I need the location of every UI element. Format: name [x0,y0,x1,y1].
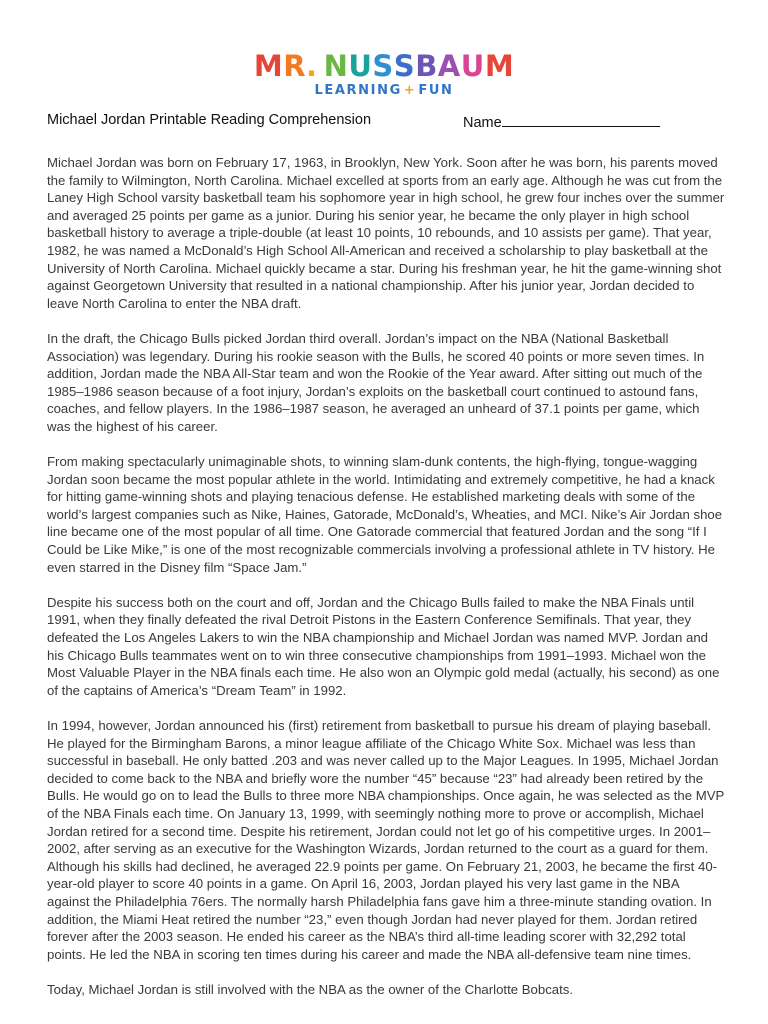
worksheet-header [47,111,727,129]
name-field[interactable] [463,111,660,132]
article-paragraph: From making spectacularly unimaginable shots, to winning slam-dunk contents, the high-flying, tongue-wagging Jordan soon became the most popular athlete in the world. Intimidating and extremely competitive, he had a knack for hitting game-winning shots and playing tenacious defense. He established marketing deals with some of the world’s largest companies such as Nike, Haines, Gatorade, McDonald’s, Wheaties, and MCI. Nike’s Air Jordan shoe line became one of the most popular of all time. One Gatorade commercial that featured Jordan and the song “If I Could be Like Mike,” is one of the most recognizable commercials involving a professional athlete in TV history. He even starred in the Disney film “Space Jam.” [47,454,723,575]
logo-letter: S [372,49,394,83]
article-paragraph: In 1994, however, Jordan announced his (first) retirement from basketball to pursue his dream of playing baseball. He played for the Birmingham Barons, a minor league affiliate of the Chicago White Sox. Michael was less than successful in baseball. He only batted .203 and was never called up to the Major Leagues. In 1995, Michael Jordan decided to come back to the NBA and briefly wore the number “45” because “23” had already been retired by the Bulls. He would go on to lead the Bulls to three more NBA championships. Once again, he was selected as the MVP of the NBA Finals each time. On January 13, 1999, with seemingly nothing more to prove or accomplish, Michael Jordan retired for a second time. Despite his retirement, Jordan could not let go of his competitive urges. In 2001–2002, after serving as an executive for the Washington Wizards, Jordan returned to the court as a guard for them. Although his skills had declined, he averaged 22.9 points per game. On February 21, 2003, he became the first 40-year-old player to score 40 points in a game. On April 16, 2003, Jordan played his very last game in the NBA against the Philadelphia 76ers. The normally harsh Philadelphia fans gave him a three-minute standing ovation. In addition, the Miami Heat retired the number “23,” even though Jordan had never played for them. Jordan retired forever after the 2003 season. He ended his career as the NBA’s third all-time leading scorer with 32,292 total points. He led the NBA in scoring ten times during his career and made the NBA all-defensive team nine times. [47,718,725,962]
logo-letter: M [484,49,515,83]
logo-letter: U [348,49,373,83]
logo-letter: U [460,49,485,83]
logo-letter: A [437,49,461,83]
logo-letter: B [415,49,438,83]
worksheet-title: Michael Jordan Printable Reading Comprehension [47,112,372,128]
logo-wordmark [0,50,768,82]
logo-letter: M [253,49,284,83]
plus-icon: + [403,83,417,98]
logo-letter: R [283,49,307,83]
logo-tagline-learning: LEARNING [314,83,402,98]
article-body [47,154,725,1016]
article-paragraph: Michael Jordan was born on February 17, 1963, in Brooklyn, New York. Soon after he was born, his parents moved the family to Wilmington, North Carolina. Michael excelled at sports from an early age. Although he was cut from the Laney High School varsity basketball team his sophomore year in high school, he grew four inches over the summer and averaged 25 points per game as a junior. During his senior year, he became the only player in high school basketball history to average a triple-double (at least 10 points, 10 rebounds, and 10 assists per game). That year, 1982, he was named a McDonald’s High School All-American and received a scholarship to play basketball at the University of North Carolina. Michael quickly became a star. During his freshman year, he hit the game-winning shot against Georgetown University that resulted in a national championship. After his junior year, Jordan decided to leave North Carolina to enter the NBA draft. [47,155,725,311]
logo-letter: S [393,49,416,83]
article-paragraph: In the draft, the Chicago Bulls picked Jordan third overall. Jordan’s impact on the NBA (National Basketball Association) was legendary. During his rookie season with the Bulls, he scored 40 points or more seven times. In addition, Jordan made the NBA All-Star team and won the Rookie of the Year award. After sitting out much of the 1985–1986 season because of a foot injury, Jordan’s exploits on the basketball court continued to astound fans, coaches, and fellow players. In the 1986–1987 season, he averaged an unheard of 37.1 points per game, which was the highest of his career. [47,330,705,434]
logo-letter: N [323,49,349,83]
logo-letter: . [306,49,318,83]
article-paragraph: Despite his success both on the court and off, Jordan and the Chicago Bulls failed to make the NBA Finals until 1991, when they finally defeated the rival Detroit Pistons in the Eastern Conference Semifinals. That year, they defeated the Los Angeles Lakers to win the NBA championship and Michael Jordan was named MVP. Jordan and his Chicago Bulls teammates went on to win three consecutive championships from 1991–1993. Michael won the Most Valuable Player in the NBA finals each time. He also won an Olympic gold medal (actually, his second) as one of the captains of America’s “Dream Team” in 1992. [47,594,720,698]
name-label: Name [463,115,502,131]
logo-tagline [0,83,768,99]
name-blank-line[interactable] [502,111,660,127]
logo-tagline-fun: FUN [418,83,454,98]
article-paragraph: Today, Michael Jordan is still involved with the NBA as the owner of the Charlotte Bobcats. [47,981,574,997]
brand-logo [0,50,768,99]
